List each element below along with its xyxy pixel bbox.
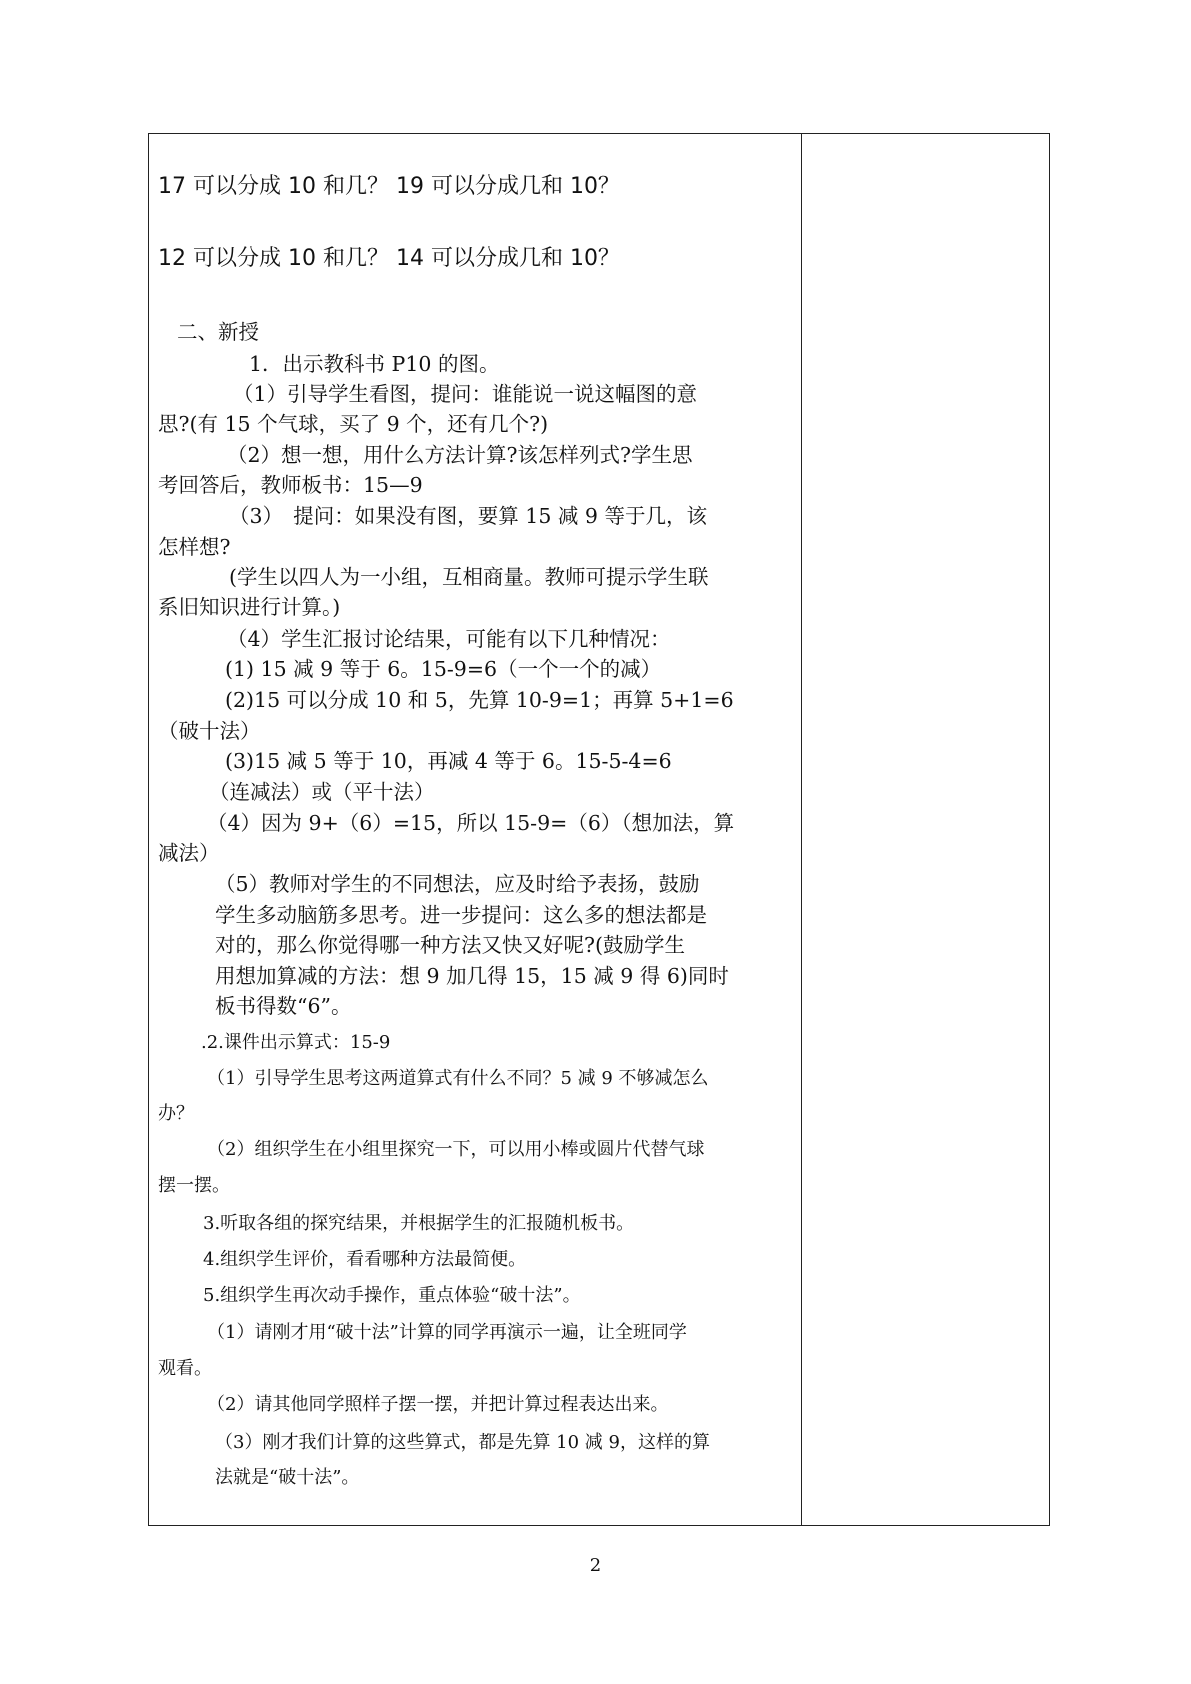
- text-line: （5）教师对学生的不同想法，应及时给予表扬，鼓励: [215, 872, 700, 896]
- text-line: 5.组织学生再次动手操作，重点体验“破十法”。: [203, 1285, 581, 1306]
- text-line: 对的，那么你觉得哪一种方法又快又好呢?(鼓励学生: [215, 933, 685, 957]
- text-line: (学生以四人为一小组，互相商量。教师可提示学生联: [229, 565, 709, 589]
- column-divider: [801, 134, 802, 1525]
- text-line: 办？: [158, 1103, 194, 1124]
- text-line: 1．出示教科书 P10 的图。: [249, 352, 500, 376]
- text-line: （3） 提问：如果没有图，要算 15 减 9 等于几，该: [229, 504, 707, 528]
- text-line: （1）请刚才用“破十法”计算的同学再演示一遍，让全班同学: [207, 1322, 687, 1343]
- text-line: 板书得数“6”。: [215, 994, 352, 1018]
- text-line: 4.组织学生评价，看看哪种方法最简便。: [203, 1249, 527, 1270]
- text-line: 学生多动脑筋多思考。进一步提问：这么多的想法都是: [215, 903, 707, 927]
- section-heading: 二、新授: [177, 320, 259, 344]
- text-line: (1) 15 减 9 等于 6。15-9=6（一个一个的减）: [225, 657, 662, 681]
- review-question-line-2: 12 可以分成 10 和几？ 14 可以分成几和 10？: [158, 246, 620, 271]
- text-line: （4）学生汇报讨论结果，可能有以下几种情况：: [227, 627, 671, 651]
- lesson-table: [148, 133, 1050, 1526]
- text-line: 怎样想?: [158, 535, 231, 559]
- text-line: （2）想一想，用什么方法计算?该怎样列式?学生思: [227, 443, 693, 467]
- text-line: （破十法）: [158, 719, 261, 743]
- text-line: （连减法）或（平十法）: [209, 780, 435, 804]
- text-line: 3.听取各组的探究结果，并根据学生的汇报随机板书。: [203, 1213, 635, 1234]
- text-line: .2.课件出示算式：15-9: [201, 1032, 391, 1053]
- text-line: （1）引导学生看图，提问：谁能说一说这幅图的意: [233, 382, 698, 406]
- page-number: 2: [589, 1555, 602, 1576]
- text-line: （2）组织学生在小组里探究一下，可以用小棒或圆片代替气球: [207, 1139, 705, 1160]
- text-line: 法就是“破十法”。: [215, 1467, 360, 1488]
- text-line: (2)15 可以分成 10 和 5，先算 10-9=1；再算 5+1=6: [225, 688, 734, 712]
- text-line: 用想加算减的方法：想 9 加几得 15，15 减 9 得 6)同时: [215, 964, 729, 988]
- text-line: 考回答后，教师板书：15—9: [158, 473, 423, 497]
- text-line: 系旧知识进行计算。): [158, 595, 341, 619]
- text-line: （2）请其他同学照样子摆一摆，并把计算过程表达出来。: [207, 1394, 669, 1415]
- text-line: 摆一摆。: [158, 1175, 230, 1196]
- text-line: 观看。: [158, 1358, 212, 1379]
- text-line: （4）因为 9+（6）=15，所以 15-9=（6）（想加法，算: [207, 811, 735, 835]
- text-line: (3)15 减 5 等于 10，再减 4 等于 6。15-5-4=6: [225, 749, 672, 773]
- text-line: 思?(有 15 个气球，买了 9 个，还有几个?): [158, 412, 549, 436]
- text-line: （3）刚才我们计算的这些算式，都是先算 10 减 9，这样的算: [215, 1432, 710, 1453]
- review-question-line-1: 17 可以分成 10 和几？ 19 可以分成几和 10？: [158, 174, 620, 199]
- text-line: （1）引导学生思考这两道算式有什么不同？5 减 9 不够减怎么: [207, 1068, 709, 1089]
- text-line: 减法）: [158, 841, 220, 865]
